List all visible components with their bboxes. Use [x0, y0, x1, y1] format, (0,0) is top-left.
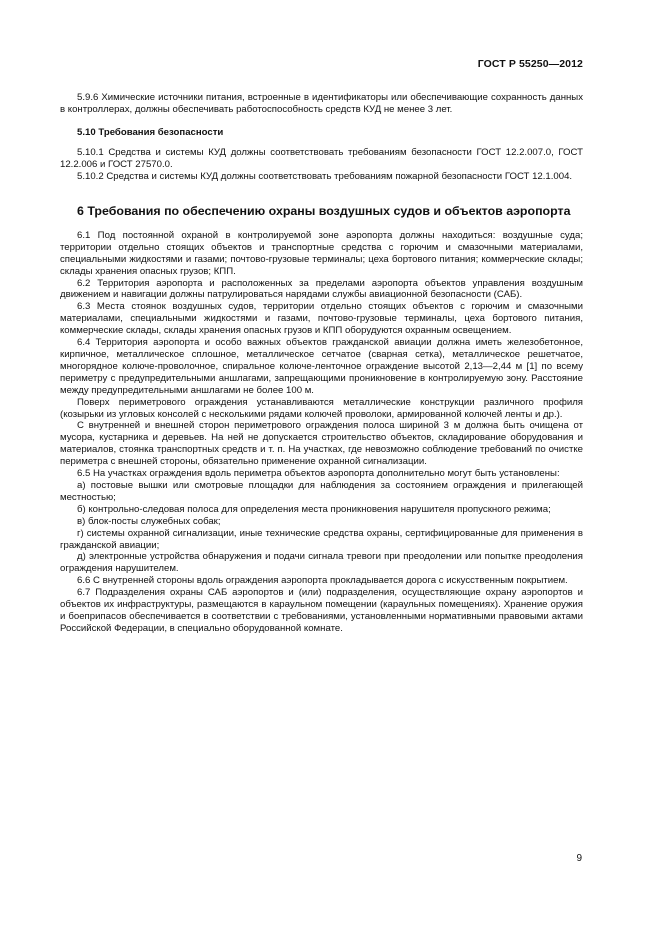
paragraph-5-10-2: 5.10.2 Средства и системы КУД должны соответствовать требованиям пожарной безопасности ГОСТ 12.1.004.	[77, 170, 573, 182]
list-item-6-5-b: б) контрольно-следовая полоса для определения места проникновения нарушителя пропускного режима;	[77, 503, 551, 515]
section-heading-5-10: 5.10 Требования безопасности	[77, 126, 224, 138]
document-code: ГОСТ Р 55250—2012	[477, 58, 583, 70]
section-6-heading: 6 Требования по обеспечению охраны воздушных судов и объектов аэропорта	[77, 204, 571, 219]
list-item-6-5-e: д) электронные устройства обнаружения и подачи сигнала тревоги при преодолении или попытке преодоления ограждения нарушителем.	[60, 551, 583, 575]
page-number: 9	[576, 853, 582, 864]
paragraph-6-6: 6.6 С внутренней стороны вдоль ограждения аэропорта прокладывается дорога с искусственным покрытием.	[77, 575, 568, 587]
paragraph-6-1: 6.1 Под постоянной охраной в контролируемой зоне аэропорта должны находиться: воздушные суда; территории отдельно стоящих объектов и транспортные средства с горючим и смазочными материалами, специальными жидкостями и газами; почтово-грузовые терминалы; цеха бортового питания; коммерческие склады; склады хранения опасных грузов; КПП.	[60, 229, 583, 277]
page-body	[60, 92, 583, 635]
paragraph-6-3: 6.3 Места стоянок воздушных судов, территории отдельно стоящих объектов с горючим и смазочными материалами, специальными жидкостями и газами, почтово-грузовые терминалы, цеха бортового питания, коммерческие склады, склады хранения опасных грузов и КПП оборудуются охранным освещением.	[60, 301, 583, 337]
list-item-6-5-a: а) постовые вышки или смотровые площадки для наблюдения за состоянием ограждения и прилегающей местностью;	[60, 479, 583, 503]
paragraph-5-10-1: 5.10.1 Средства и системы КУД должны соответствовать требованиям безопасности ГОСТ 12.2.007.0, ГОСТ 12.2.006 и ГОСТ 27570.0.	[60, 146, 583, 170]
paragraph-6-5: 6.5 На участках ограждения вдоль периметра объектов аэропорта дополнительно могут быть установлены:	[77, 468, 560, 480]
paragraph-6-2: 6.2 Территория аэропорта и расположенных за пределами аэропорта объектов управления воздушным движением и навигации должны патрулироваться нарядами службы авиационной безопасности (САБ).	[60, 277, 583, 301]
paragraph-6-4: 6.4 Территория аэропорта и особо важных объектов гражданской авиации должна иметь железобетонное, кирпичное, металлическое сплошное, металлическое сетчатое (сварная сетка), металлическое решетчатое, многорядное колюче-проволочное, спиральное колюче-ленточное ограждение высотой 2,13—2,44 м [1] по всему периметру с предупредительными аншлагами, запрещающими проникновение в контролируемую зону. Расстояние между предупредительными аншлагами не более 100 м.	[60, 337, 583, 396]
paragraph-6-7: 6.7 Подразделения охраны САБ аэропортов и (или) подразделения, осуществляющие охрану аэропортов и объектов их инфраструктуры, размещаются в караульном помещении (караульных помещениях). Хранение оружия и боеприпасов обеспечивается в соответствии с требованиями, установленными нормативными правовыми актами Российской Федерации, в специально оборудованной комнате.	[60, 587, 583, 634]
list-item-6-5-c: в) блок-посты служебных собак;	[77, 515, 221, 527]
paragraph-6-4-fence-structures: Поверх периметрового ограждения устанавливаются металлические конструкции различного профиля (козырьки из угловых консолей с несколькими рядами колючей проволоки, армированной колючей ленты и др.).	[60, 396, 583, 420]
paragraph-6-4-clear-strip: С внутренней и внешней сторон периметрового ограждения полоса шириной 3 м должна быть очищена от мусора, кустарника и деревьев. На ней не допускается строительство объектов, складирование оборудования и материалов, стоянка транспортных средств и т. п. На участках, где невозможно соблюдение требований по очистке периметра с внешней стороны, обязательно применение охранной сигнализации.	[60, 420, 583, 468]
list-item-6-5-d: г) системы охранной сигнализации, иные технические средства охраны, сертифицированные для применения в гражданской авиации;	[60, 527, 583, 551]
paragraph-5-9-6: 5.9.6 Химические источники питания, встроенные в идентификаторы или обеспечивающие сохранность данных в контроллерах, должны обеспечивать работоспособность средств КУД не менее 3 лет.	[60, 92, 583, 115]
